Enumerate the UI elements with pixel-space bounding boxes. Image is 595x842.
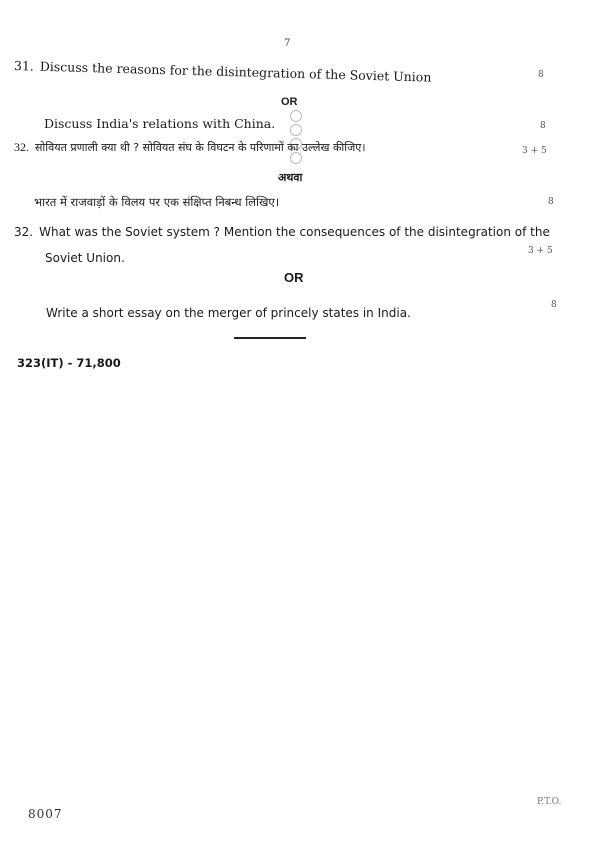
question-number: 32. xyxy=(14,140,29,154)
footer-code: 8007 xyxy=(28,807,63,821)
alternative-question-32-english: Write a short essay on the merger of princely states in India. xyxy=(46,306,411,320)
alternative-31-marks: 8 xyxy=(540,121,546,131)
question-number: 31. xyxy=(13,58,35,74)
question-32-english xyxy=(14,225,550,239)
alternative-32-english-marks: 8 xyxy=(551,300,557,310)
question-32-english-marks: 3 + 5 xyxy=(528,246,553,256)
question-number: 32. xyxy=(14,225,34,239)
question-text: Discuss the reasons for the disintegration of the Soviet Union xyxy=(39,58,432,85)
or-divider-english: OR xyxy=(284,270,304,285)
alternative-32-hindi-marks: 8 xyxy=(548,197,554,207)
or-divider: OR xyxy=(281,96,298,108)
paper-code: 323(IT) - 71,800 xyxy=(17,356,121,370)
corner-mark: P.T.O. xyxy=(537,797,562,807)
question-32-english-cont: Soviet Union. xyxy=(45,251,125,265)
end-rule xyxy=(234,337,306,339)
question-31-marks: 8 xyxy=(538,70,544,80)
stamp-mark xyxy=(290,110,302,166)
question-32-hindi xyxy=(14,140,366,155)
question-text: What was the Soviet system ? Mention the consequences of the disintegration of the xyxy=(39,225,550,239)
alternative-question-31: Discuss India's relations with China. xyxy=(44,116,276,131)
question-32-hindi-marks: 3 + 5 xyxy=(522,146,547,156)
or-divider-hindi: अथवा xyxy=(278,171,303,184)
alternative-question-32-hindi: भारत में राजवाड़ों के विलय पर एक संक्षिप्त निबन्ध लिखिए। xyxy=(34,195,280,209)
question-text: सोवियत प्रणाली क्या थी ? सोवियत संघ के विघटन के परिणामों का उल्लेख कीजिए। xyxy=(35,141,366,154)
page-number: 7 xyxy=(284,38,291,49)
question-31 xyxy=(14,58,432,85)
